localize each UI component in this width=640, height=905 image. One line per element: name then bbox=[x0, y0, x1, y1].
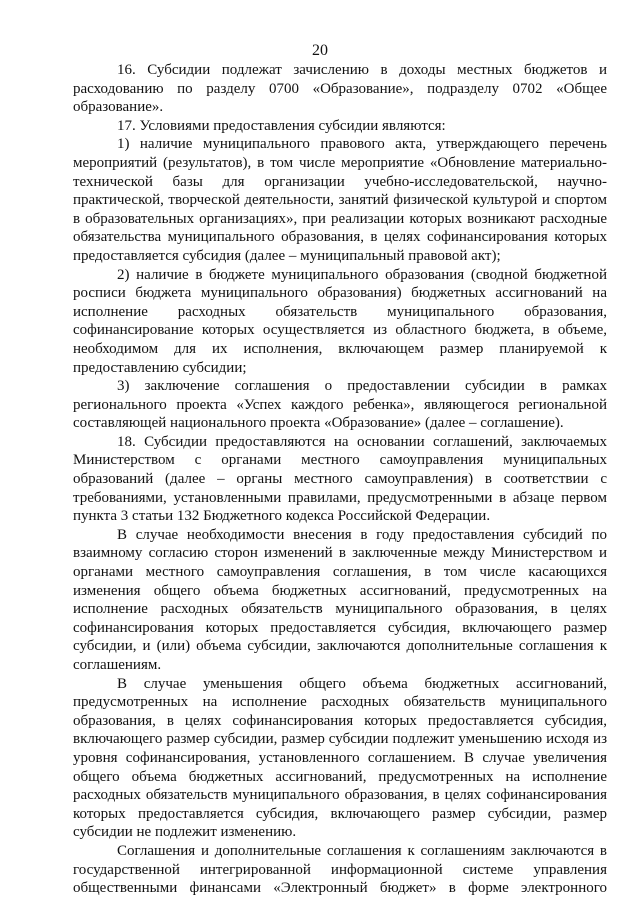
paragraph-18-electronic-budget: Соглашения и дополнительные соглашения к соглашениям заключаются в государственной интегрированной информационной системе управления общественными финансами «Электронный бюджет» в форме электронного bbox=[73, 842, 607, 897]
paragraph-16: 16. Субсидии подлежат зачислению в доходы местных бюджетов и расходованию по разделу 0700 «Образование», подразделу 0702 «Общее образование». bbox=[73, 62, 607, 116]
paragraph-18-amendments: В случае необходимости внесения в году предоставления субсидий по взаимному согласию сторон изменений в заключенные между Министерством и органами местного самоуправления соглашения, в том числе касающихся изменения общего объема бюджетных ассигнований, предусмотренных на исполнение расходных обязательств муниципального образования, в целях софинансирования которых предоставляется субсидия, включающего размер субсидии, и (или) объема субсидии, заключаются дополнительные соглашения к соглашениям. bbox=[73, 526, 607, 673]
paragraph-18-reduction: В случае уменьшения общего объема бюджетных ассигнований, предусмотренных на исполнение расходных обязательств муниципального образования, в целях софинансирования которых предоставляется субсидия, включающего размер субсидии, размер субсидии подлежит уменьшению исходя из уровня софинансирования, установленного соглашением. В случае увеличения общего объема бюджетных ассигнований, предусмотренных на исполнение расходных обязательств муниципального образования, в целях софинансирования которых предоставляется субсидия, включающего размер субсидии, размер субсидии не подлежит изменению. bbox=[73, 675, 607, 841]
document-body bbox=[73, 61, 607, 898]
condition-1: 1) наличие муниципального правового акта, утверждающего перечень мероприятий (результатов), в том числе мероприятие «Обновление материально-технической базы для организации учебно-исследовательской, научно-практической, творческой деятельности, занятий физической культурой и спортом в образовательных организациях», при реализации которых возникают расходные обязательства муниципального образования, в целях софинансирования которых предоставляется субсидия (далее – муниципальный правовой акт); bbox=[73, 136, 607, 264]
page-number: 20 bbox=[312, 42, 328, 59]
condition-2: 2) наличие в бюджете муниципального образования (сводной бюджетной росписи бюджета муниципального образования) бюджетных ассигнований на исполнение расходных обязательств муниципального образования, софинансирование которых осуществляется из областного бюджета, в объеме, необходимом для их исполнения, включающем размер планируемой к предоставлению субсидии; bbox=[73, 266, 607, 376]
condition-3: 3) заключение соглашения о предоставлении субсидии в рамках регионального проекта «Успех каждого ребенка», являющегося региональной составляющей национального проекта «Образование» (далее – соглашение). bbox=[73, 378, 607, 432]
paragraph-18: 18. Субсидии предоставляются на основании соглашений, заключаемых Министерством с органами местного самоуправления муниципальных образований (далее – органы местного самоуправления) в соответствии с требованиями, установленными правилами, предусмотренными в абзаце первом пункта 3 статьи 132 Бюджетного кодекса Российской Федерации. bbox=[73, 433, 607, 525]
paragraph-17-intro: 17. Условиями предоставления субсидии являются: bbox=[117, 117, 446, 134]
